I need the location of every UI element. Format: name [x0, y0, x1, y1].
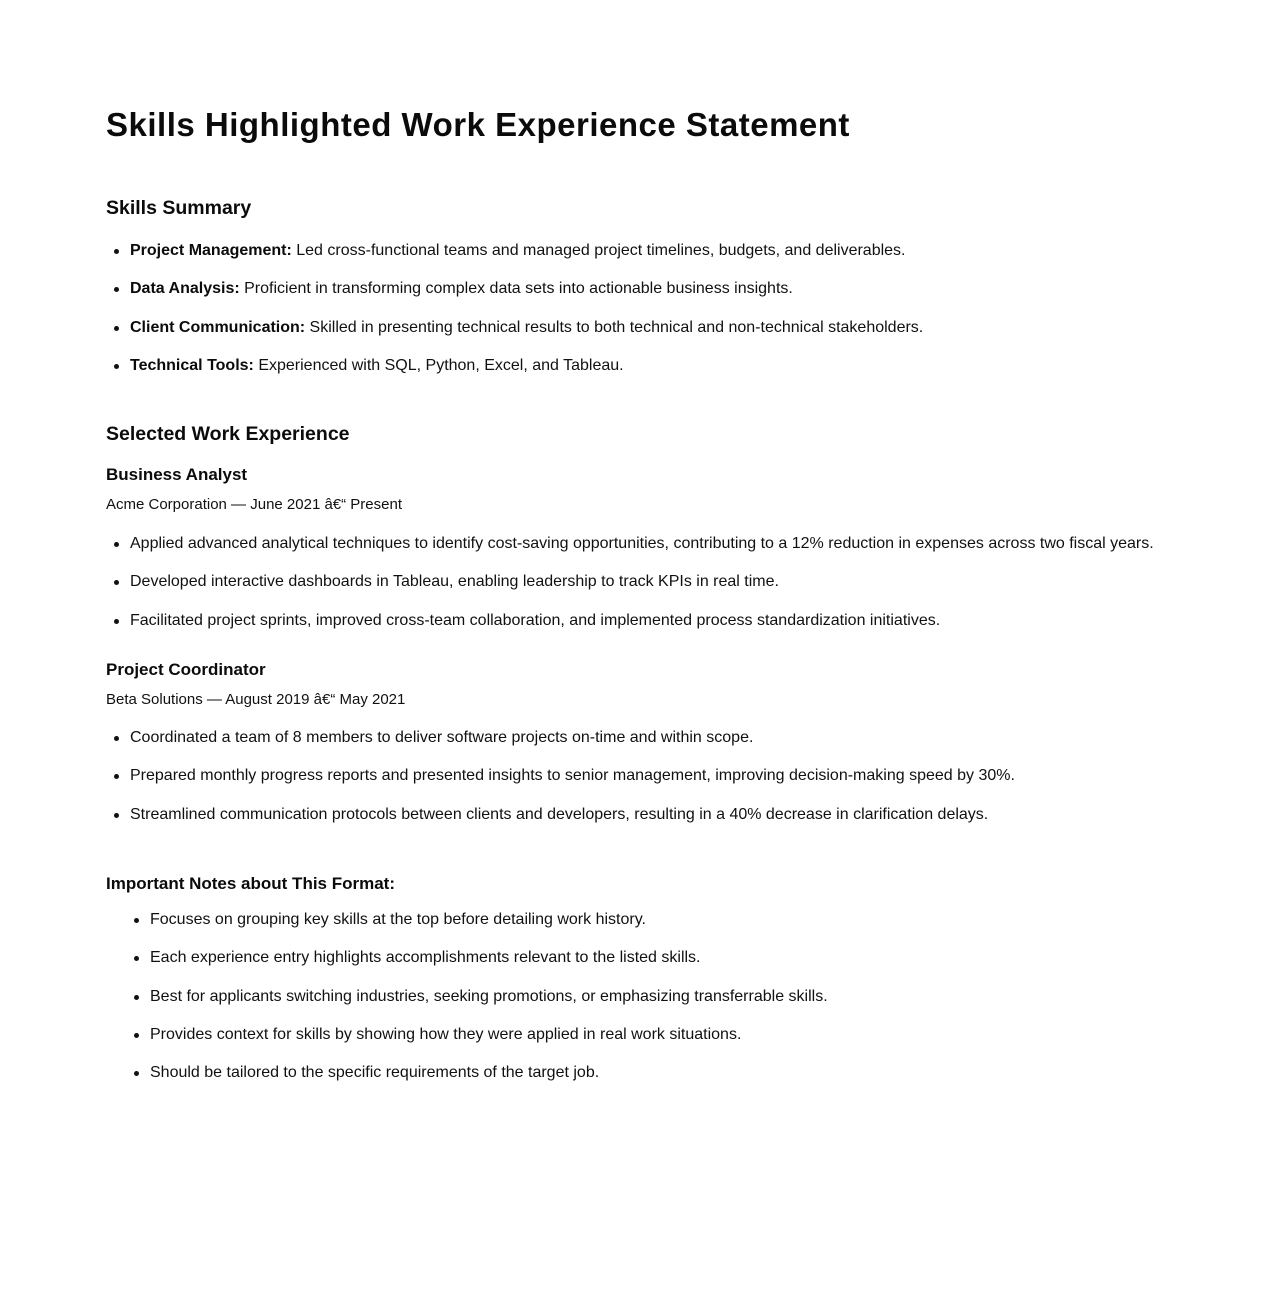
job-meta: Beta Solutions — August 2019 â€“ May 2021 [106, 691, 406, 708]
note-item: Each experience entry highlights accomplishments relevant to the listed skills. [150, 948, 828, 968]
skill-text: Experienced with SQL, Python, Excel, and Tableau. [253, 356, 624, 374]
job-bullet: Prepared monthly progress reports and presented insights to senior management, improving decision-making speed by 30%. [130, 767, 1015, 785]
skill-text: Proficient in transforming complex data sets into actionable business insights. [239, 280, 793, 298]
job-bullets [130, 728, 1015, 843]
note-item: Should be tailored to the specific requirements of the target job. [150, 1063, 828, 1083]
job-title: Project Coordinator [106, 660, 266, 679]
skill-item [130, 279, 923, 299]
notes-list [150, 910, 828, 1101]
skills-summary-heading: Skills Summary [106, 197, 252, 219]
job-bullet: Facilitated project sprints, improved cross-team collaboration, and implemented process standardization initiatives. [130, 611, 1154, 631]
job-bullet: Streamlined communication protocols between clients and developers, resulting in a 40% decrease in clarification delays. [130, 805, 1015, 825]
note-item: Focuses on grouping key skills at the top before detailing work history. [150, 910, 828, 930]
skill-label: Technical Tools: [130, 356, 254, 374]
skill-item [130, 318, 923, 338]
notes-heading: Important Notes about This Format: [106, 874, 395, 893]
skill-item [130, 356, 923, 376]
skill-text: Led cross-functional teams and managed project timelines, budgets, and deliverables. [291, 242, 906, 259]
note-item: Provides context for skills by showing how they were applied in real work situations. [150, 1025, 828, 1045]
job-bullet: Developed interactive dashboards in Tableau, enabling leadership to track KPIs in real time. [130, 572, 1154, 592]
note-item: Best for applicants switching industries, seeking promotions, or emphasizing transferrable skills. [150, 987, 828, 1005]
skill-label: Client Communication: [130, 318, 306, 336]
job-bullet: Coordinated a team of 8 members to deliver software projects on-time and within scope. [130, 728, 1015, 748]
page-title: Skills Highlighted Work Experience Statement [106, 106, 850, 143]
job-bullets [130, 534, 1154, 649]
skill-label: Project Management: [130, 242, 292, 259]
skill-text: Skilled in presenting technical results to both technical and non-technical stakeholders. [305, 318, 924, 336]
skill-item [130, 241, 923, 261]
job-meta: Acme Corporation — June 2021 â€“ Present [106, 496, 402, 513]
job-title: Business Analyst [106, 465, 248, 484]
skills-list [130, 241, 923, 394]
work-experience-heading: Selected Work Experience [106, 423, 350, 445]
job-bullet: Applied advanced analytical techniques to identify cost-saving opportunities, contributing to a 12% reduction in expenses across two fiscal years. [130, 535, 1154, 552]
skill-label: Data Analysis: [130, 280, 240, 298]
